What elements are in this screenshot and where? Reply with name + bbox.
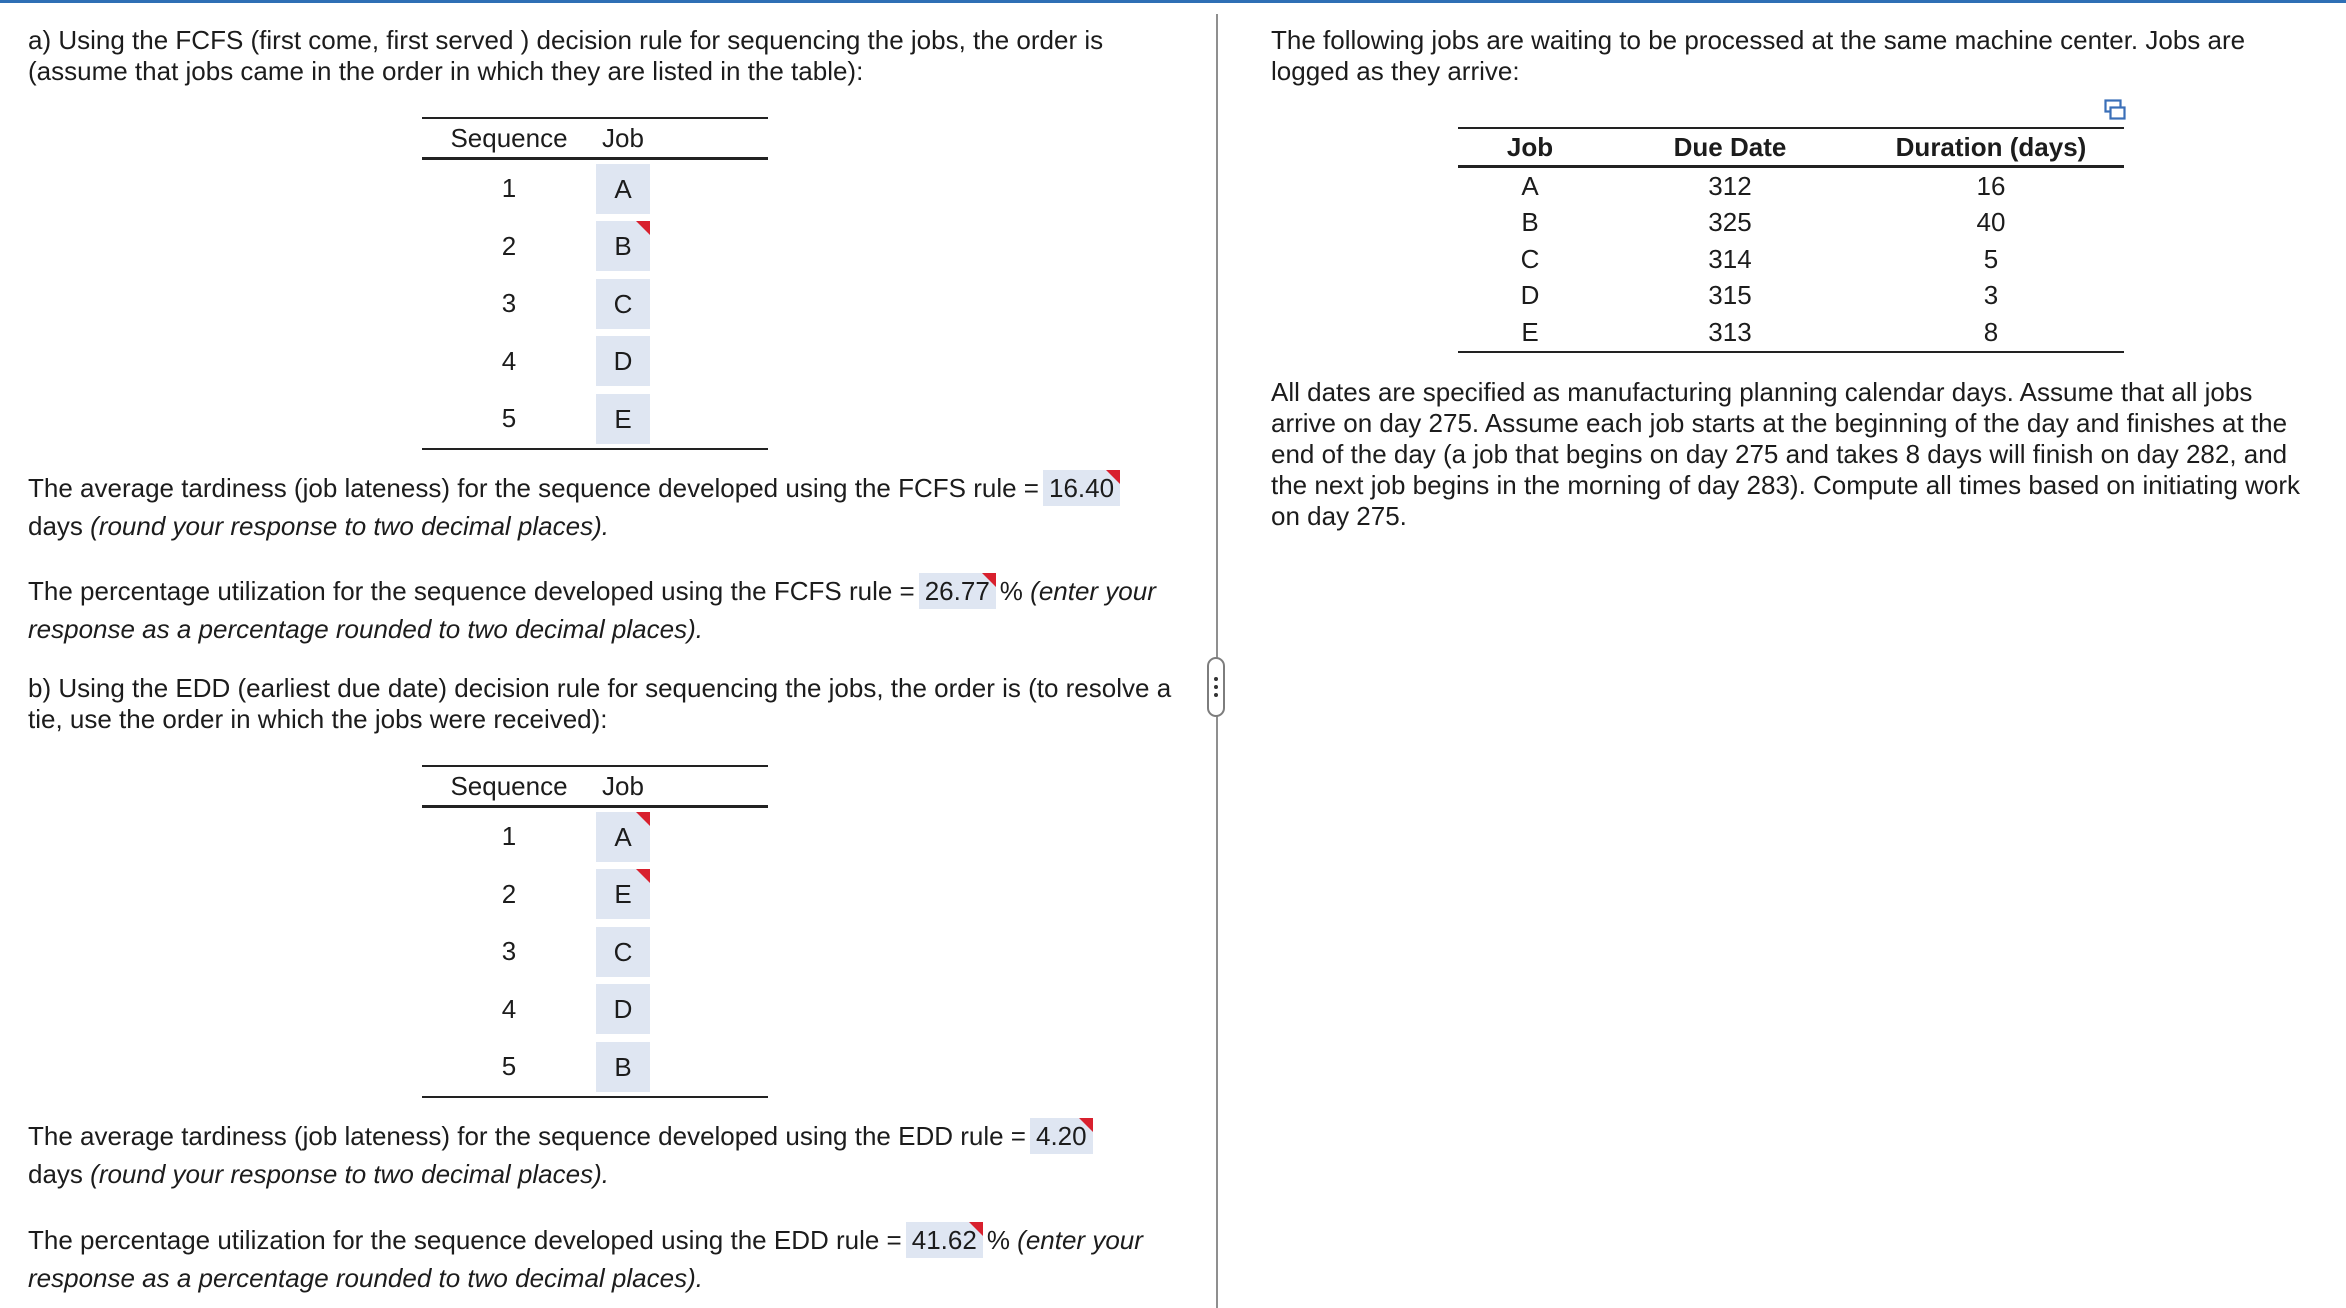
- fcfs-sequence-table: [422, 117, 768, 450]
- duration-cell: 5: [1983, 243, 1999, 274]
- sequence-number: 4: [501, 345, 517, 376]
- sequence-number: 4: [501, 993, 517, 1024]
- incorrect-flag-icon: [1079, 1118, 1093, 1132]
- sequence-number: 2: [501, 230, 517, 261]
- job-answer-cell[interactable]: D: [596, 336, 650, 386]
- table-row: [422, 981, 768, 1039]
- job-answer-cell[interactable]: A: [596, 812, 650, 862]
- job-answer-cell[interactable]: B: [596, 1042, 650, 1092]
- job-answer-cell[interactable]: D: [596, 984, 650, 1034]
- incorrect-flag-icon: [636, 221, 650, 235]
- job-cell: E: [1521, 316, 1539, 347]
- table-row: [1458, 314, 2124, 352]
- table-row: [1458, 205, 2124, 242]
- copy-to-clipboard-icon[interactable]: [2104, 99, 2126, 121]
- table-row: [422, 275, 768, 333]
- job-answer-cell[interactable]: C: [596, 279, 650, 329]
- sequence-number: 5: [501, 403, 517, 434]
- duration-cell: 8: [1983, 316, 1999, 347]
- job-answer-cell[interactable]: A: [596, 164, 650, 214]
- sequence-number: 5: [501, 1051, 517, 1082]
- job-header: Job: [596, 118, 768, 159]
- edd-sequence-table: [422, 765, 768, 1098]
- table-row: [1458, 241, 2124, 278]
- incorrect-flag-icon: [636, 869, 650, 883]
- job-cell: D: [1520, 280, 1540, 311]
- pane-resize-handle[interactable]: [1207, 657, 1225, 717]
- sequence-number: 3: [501, 936, 517, 967]
- table-row: [422, 807, 768, 866]
- table-row: [422, 866, 768, 924]
- incorrect-flag-icon: [982, 573, 996, 587]
- edd-tardiness-question: The average tardiness (job lateness) for the sequence developed using the EDD rule = 4.20 days (round your response to two decimal places).: [28, 1117, 1178, 1193]
- fcfs-tardiness-answer[interactable]: 16.40: [1043, 470, 1120, 506]
- fcfs-utilization-answer[interactable]: 26.77: [919, 573, 996, 609]
- job-answer-cell[interactable]: B: [596, 221, 650, 271]
- job-cell: A: [1521, 170, 1539, 201]
- due-date-cell: 314: [1708, 243, 1752, 274]
- table-row: [422, 1038, 768, 1097]
- table-row: [422, 390, 768, 449]
- duration-cell: 16: [1976, 170, 2006, 201]
- edd-tardiness-answer[interactable]: 4.20: [1030, 1118, 1093, 1154]
- sequence-number: 1: [501, 173, 517, 204]
- due-date-cell: 313: [1708, 316, 1752, 347]
- jobs-table: [1458, 127, 2124, 353]
- part-a-intro: a) Using the FCFS (first come, first served ) decision rule for sequencing the jobs, the order is (assume that jobs came in the order in which they are listed in the table):: [28, 25, 1104, 86]
- sequence-number: 1: [501, 821, 517, 852]
- job-cell: C: [1520, 243, 1540, 274]
- duration-column-header: Duration (days): [1858, 128, 2124, 167]
- edd-utilization-answer[interactable]: 41.62: [906, 1222, 983, 1258]
- right-pane: [1271, 0, 2331, 1308]
- sequence-header: Sequence: [422, 118, 596, 159]
- table-row: [422, 923, 768, 981]
- table-row: [1458, 278, 2124, 315]
- incorrect-flag-icon: [636, 812, 650, 826]
- problem-assumptions: All dates are specified as manufacturing planning calendar days. Assume that all jobs arrive on day 275. Assume each job starts at the beginning of the day and finishes at the end of the day (a job that begins on day 275 and takes 8 days will finish on day 282, and the next job begins in the morning of day 283). Compute all times based on initiating work on day 275.: [1271, 377, 2301, 531]
- problem-intro: The following jobs are waiting to be processed at the same machine center. Jobs are logged as they arrive:: [1271, 25, 2246, 86]
- part-b-intro: b) Using the EDD (earliest due date) decision rule for sequencing the jobs, the order is (to resolve a tie, use the order in which the jobs were received):: [28, 673, 1172, 734]
- duration-cell: 40: [1976, 207, 2006, 238]
- left-pane: [28, 0, 1188, 1308]
- due-date-cell: 325: [1708, 207, 1752, 238]
- table-row: [422, 333, 768, 391]
- job-header: Job: [596, 766, 768, 807]
- job-cell: B: [1521, 207, 1539, 238]
- job-column-header: Job: [1458, 128, 1602, 167]
- job-answer-cell[interactable]: E: [596, 394, 650, 444]
- due-date-cell: 315: [1708, 280, 1752, 311]
- duration-cell: 3: [1983, 280, 1999, 311]
- edd-utilization-question: The percentage utilization for the sequence developed using the EDD rule = 41.62 % (enter your response as a percentage rounded to two decimal places).: [28, 1221, 1178, 1297]
- sequence-header: Sequence: [422, 766, 596, 807]
- table-row: [1458, 167, 2124, 205]
- due-date-cell: 312: [1708, 170, 1752, 201]
- due-date-column-header: Due Date: [1602, 128, 1858, 167]
- sequence-number: 2: [501, 878, 517, 909]
- table-row: [422, 159, 768, 218]
- table-row: [422, 218, 768, 276]
- incorrect-flag-icon: [969, 1222, 983, 1236]
- sequence-number: 3: [501, 288, 517, 319]
- fcfs-tardiness-question: The average tardiness (job lateness) for the sequence developed using the FCFS rule = 16.40 days (round your response to two decimal places).: [28, 469, 1178, 545]
- job-answer-cell[interactable]: C: [596, 927, 650, 977]
- incorrect-flag-icon: [1106, 470, 1120, 484]
- job-answer-cell[interactable]: E: [596, 869, 650, 919]
- fcfs-utilization-question: The percentage utilization for the sequence developed using the FCFS rule = 26.77 % (enter your response as a percentage rounded to two decimal places).: [28, 572, 1178, 648]
